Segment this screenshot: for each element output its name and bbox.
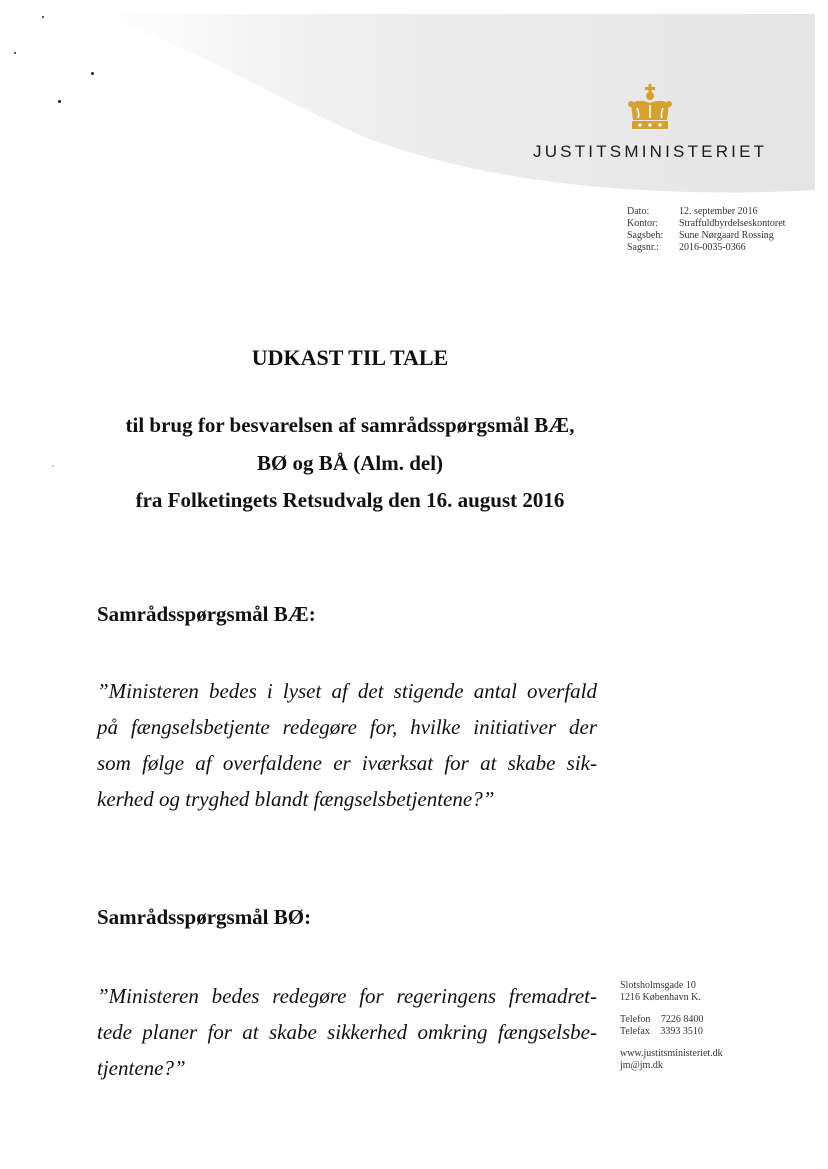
meta-value: 2016-0035-0366 bbox=[679, 242, 746, 253]
address-block bbox=[620, 980, 723, 1004]
meta-value: Straffuldbyrdelseskontoret bbox=[679, 218, 786, 229]
quote-line: som følge af overfaldene er iværksat for at skabe sik- bbox=[97, 751, 597, 775]
meta-row bbox=[627, 230, 785, 242]
quote-line: på fængselsbetjente redegøre for, hvilke initiativer der bbox=[97, 715, 597, 739]
quote-line: tede planer for at skabe sikkerhed omkring fængselsbe- bbox=[97, 1020, 597, 1044]
meta-label: Sagsbeh: bbox=[627, 230, 664, 241]
section-heading: Samrådsspørgsmål BØ: bbox=[97, 905, 312, 929]
meta-row bbox=[627, 242, 785, 254]
meta-row bbox=[627, 218, 785, 230]
document-meta bbox=[627, 206, 785, 254]
question-quote bbox=[97, 673, 597, 817]
meta-value: Sune Nørgaard Rossing bbox=[679, 230, 774, 241]
section-heading: Samrådsspørgsmål BÆ: bbox=[97, 602, 316, 626]
meta-value: 12. september 2016 bbox=[679, 206, 758, 217]
fax-value: 3393 3510 bbox=[660, 1026, 703, 1037]
ministry-logo bbox=[533, 84, 783, 164]
quote-line: kerhed og tryghed blandt fængselsbetjentene?” bbox=[97, 787, 495, 811]
document-title: UDKAST TIL TALE bbox=[251, 345, 449, 370]
scan-mark bbox=[42, 16, 44, 18]
contact-info bbox=[620, 980, 723, 1082]
meta-label: Kontor: bbox=[627, 218, 659, 229]
scan-mark bbox=[14, 52, 16, 54]
address-line: 1216 København K. bbox=[620, 992, 701, 1003]
crown-icon bbox=[625, 84, 675, 132]
scan-mark bbox=[58, 100, 61, 103]
quote-line: ”Ministeren bedes redegøre for regeringens fremadret- bbox=[97, 984, 597, 1008]
fax-label: Telefax bbox=[620, 1026, 650, 1037]
phone-label: Telefon bbox=[620, 1014, 651, 1025]
scan-mark bbox=[91, 72, 94, 75]
meta-label: Sagsnr.: bbox=[627, 242, 659, 253]
web-block bbox=[620, 1048, 723, 1072]
ministry-name: JUSTITSMINISTERIET bbox=[533, 142, 768, 161]
subtitle-line: BØ og BÅ (Alm. del) bbox=[256, 451, 444, 475]
address-line: Slotsholmsgade 10 bbox=[620, 980, 696, 991]
subtitle-line: til brug for besvarelsen af samrådsspørgsmål BÆ, bbox=[125, 413, 575, 437]
fax-row bbox=[620, 1026, 723, 1038]
question-quote bbox=[97, 978, 597, 1086]
phone-value: 7226 8400 bbox=[660, 1014, 704, 1025]
email-link[interactable]: jm@jm.dk bbox=[620, 1060, 663, 1071]
meta-row bbox=[627, 206, 785, 218]
phone-block bbox=[620, 1014, 723, 1038]
website-link[interactable]: www.justitsministeriet.dk bbox=[620, 1048, 723, 1059]
phone-row bbox=[620, 1014, 723, 1026]
subtitle-line: fra Folketingets Retsudvalg den 16. august 2016 bbox=[135, 488, 565, 512]
quote-line: tjentene?” bbox=[97, 1056, 186, 1080]
meta-label: Dato: bbox=[627, 206, 650, 217]
quote-line: ”Ministeren bedes i lyset af det stigende antal overfald bbox=[97, 679, 597, 703]
